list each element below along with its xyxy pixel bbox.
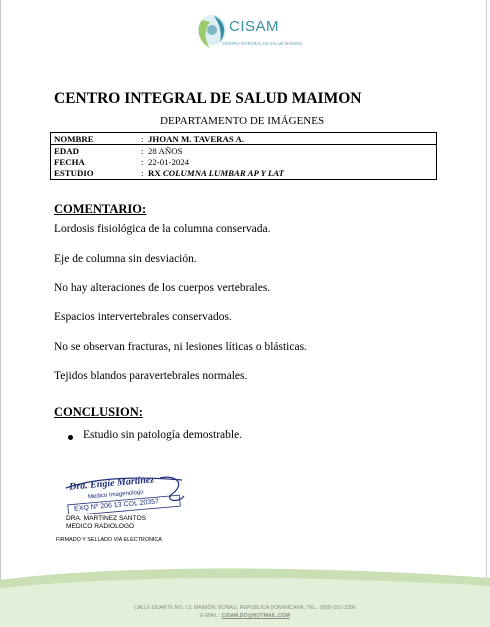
footer-email-address[interactable]: CISAM.DO@HOTMAIL.COM xyxy=(221,613,290,619)
comment-line: Espacios intervertebrales conservados. xyxy=(54,311,232,323)
date-label: FECHA xyxy=(54,157,85,167)
signature-note: FIRMADO Y SELLADO VIA ELECTRONICA xyxy=(56,537,162,543)
stamp-name: Dra. Engie Martinez xyxy=(68,474,155,493)
study-label: ESTUDIO xyxy=(54,168,94,178)
comment-line: Lordosis fisiológica de la columna conservada. xyxy=(54,223,271,235)
document-title: CENTRO INTEGRAL DE SALUD MAIMON xyxy=(54,90,362,107)
stamp-role: Medico Imagenologo xyxy=(87,489,144,501)
conclusion-item: Estudio sin patología demostrable. xyxy=(83,429,243,441)
study-date: 22-01-2024 xyxy=(148,157,190,167)
page-edge-right xyxy=(486,0,487,627)
conclusion-heading: CONCLUSION: xyxy=(54,405,143,419)
stamp-code: EXQ Nº 206 13 COL 20357 xyxy=(73,498,160,513)
footer-email xyxy=(0,613,490,619)
name-colon: : xyxy=(141,134,144,144)
info-divider xyxy=(51,144,436,145)
name-label: NOMBRE xyxy=(54,134,94,144)
footer-address: CALLE DUARTE NO. 13, MAIMÓN, BONAO, REPUBLICA DOMINICANA, TEL.: (809)-551-2306 xyxy=(134,605,356,611)
bullet-icon xyxy=(68,435,73,440)
study-prefix: RX xyxy=(148,168,161,178)
doctor-stamp xyxy=(64,474,188,514)
comment-line: Eje de columna sin desviación. xyxy=(54,253,197,265)
cisam-logo xyxy=(190,10,303,58)
logo-emblem-icon xyxy=(190,10,230,58)
comment-line: No hay alteraciones de los cuerpos vertebrales. xyxy=(54,282,271,294)
logo-name: CISAM xyxy=(229,18,280,35)
study-description: COLUMNA LUMBAR AP Y LAT xyxy=(162,168,284,178)
date-colon: : xyxy=(141,157,144,167)
study-colon: : xyxy=(141,168,144,178)
footer-email-label: E-MAIL : xyxy=(200,613,221,619)
patient-name: JHOAN M. TAVERAS A. xyxy=(148,134,245,144)
doctor-name: DRA. MARTINEZ SANTOS xyxy=(66,515,146,522)
patient-info-box xyxy=(50,132,437,180)
comment-line: No se observan fracturas, ni lesiones líticas o blásticas. xyxy=(54,341,307,353)
patient-age: 28 AÑOS xyxy=(148,146,183,156)
doctor-title: MEDICO RADIOLOGO xyxy=(66,523,135,530)
comment-line: Tejidos blandos paravertebrales normales. xyxy=(54,370,248,382)
logo-subtitle: CENTRO INTEGRAL DE SALUD MAIMON xyxy=(222,41,303,46)
comment-heading: COMENTARIO: xyxy=(54,202,147,216)
page-edge-left xyxy=(0,0,1,627)
study-name xyxy=(148,168,284,178)
age-colon: : xyxy=(141,146,144,156)
age-label: EDAD xyxy=(54,146,79,156)
department-name: DEPARTAMENTO DE IMÁGENES xyxy=(160,115,325,127)
